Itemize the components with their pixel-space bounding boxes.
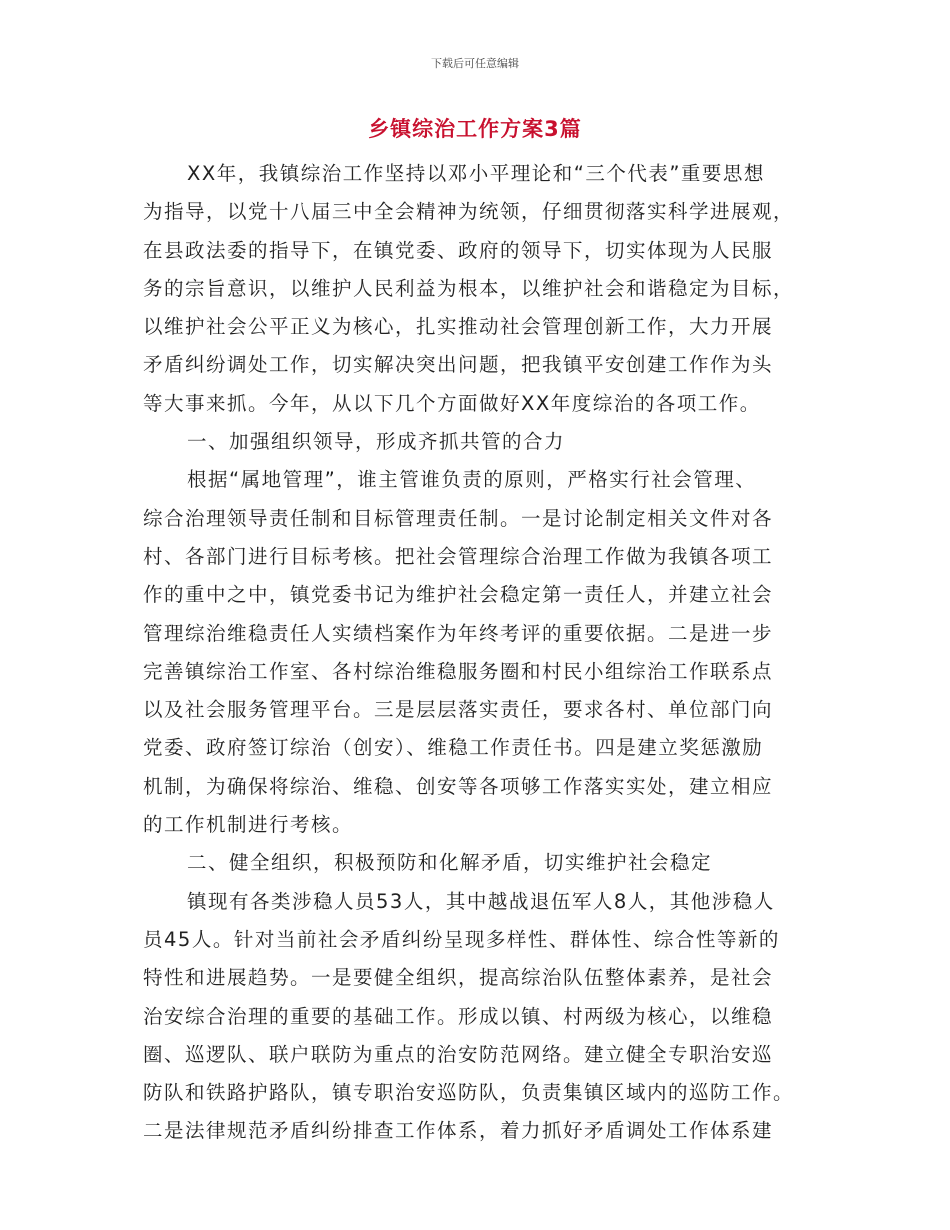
header-note: 下载后可任意编辑 [431,57,519,70]
text-line: 党委、政府签订综治（创安）、维稳工作责任书。四是建立奖惩激励 [143,736,764,760]
text-line: 作的重中之中，镇党委书记为维护社会稳定第一责任人，并建立社会 [143,583,774,607]
text-line: XX年，我镇综治工作坚持以邓小平理论和“三个代表”重要思想 [187,162,765,185]
text-line: 村、各部门进行目标考核。把社会管理综合治理工作做为我镇各项工 [143,544,774,568]
text-line: 特性和进展趋势。一是要健全组织，提高综治队伍整体素养，是社会 [143,966,774,990]
text-line: 二是法律规范矛盾纠纷排查工作体系，着力抓好矛盾调处工作体系建 [143,1119,774,1143]
text-line: 二、健全组织，积极预防和化解矛盾，切实维护社会稳定 [187,851,713,875]
text-line: 管理综治维稳责任人实绩档案作为年终考评的重要依据。二是进一步 [143,621,774,645]
text-line: 以维护社会公平正义为核心，扎实推动社会管理创新工作，大力开展 [143,315,774,339]
text-line: 综合治理领导责任制和目标管理责任制。一是讨论制定相关文件对各 [143,506,774,530]
text-line: 完善镇综治工作室、各村综治维稳服务圈和村民小组综治工作联系点 [143,659,774,683]
text-line: 的工作机制进行考核。 [143,813,354,837]
text-line: 为指导，以党十八届三中全会精神为统领，仔细贯彻落实科学进展观， [143,200,795,224]
text-line: 镇现有各类涉稳人员53人，其中越战退伍军人8人，其他涉稳人 [187,889,775,913]
document-body [143,155,811,1151]
text-line: 务的宗旨意识，以维护人民利益为根本，以维护社会和谐稳定为目标， [143,276,795,300]
text-line: 矛盾纠纷调处工作，切实解决突出问题，把我镇平安创建工作作为头 [143,353,774,377]
text-line: 在县政法委的指导下，在镇党委、政府的领导下，切实体现为人民服 [143,238,774,262]
text-line: 一、加强组织领导，形成齐抓共管的合力 [187,430,566,454]
document-title: 乡镇综治工作方案3篇 [368,117,582,141]
text-line: 员45人。针对当前社会矛盾纠纷呈现多样性、群体性、综合性等新的 [143,927,780,951]
text-line: 根据“属地管理”，谁主管谁负责的原则，严格实行社会管理、 [187,468,757,492]
text-line: 圈、巡逻队、联户联防为重点的治安防范网络。建立健全专职治安巡 [143,1042,774,1066]
text-line: 治安综合治理的重要的基础工作。形成以镇、村两级为核心，以维稳 [143,1004,774,1028]
text-line: 以及社会服务管理平台。三是层层落实责任，要求各村、单位部门向 [143,698,774,722]
text-line: 机制，为确保将综治、维稳、创安等各项够工作落实实处，建立相应 [143,774,774,798]
text-line: 防队和铁路护路队，镇专职治安巡防队，负责集镇区域内的巡防工作。 [143,1081,795,1105]
text-line: 等大事来抓。今年，从以下几个方面做好XX年度综治的各项工作。 [143,391,761,415]
